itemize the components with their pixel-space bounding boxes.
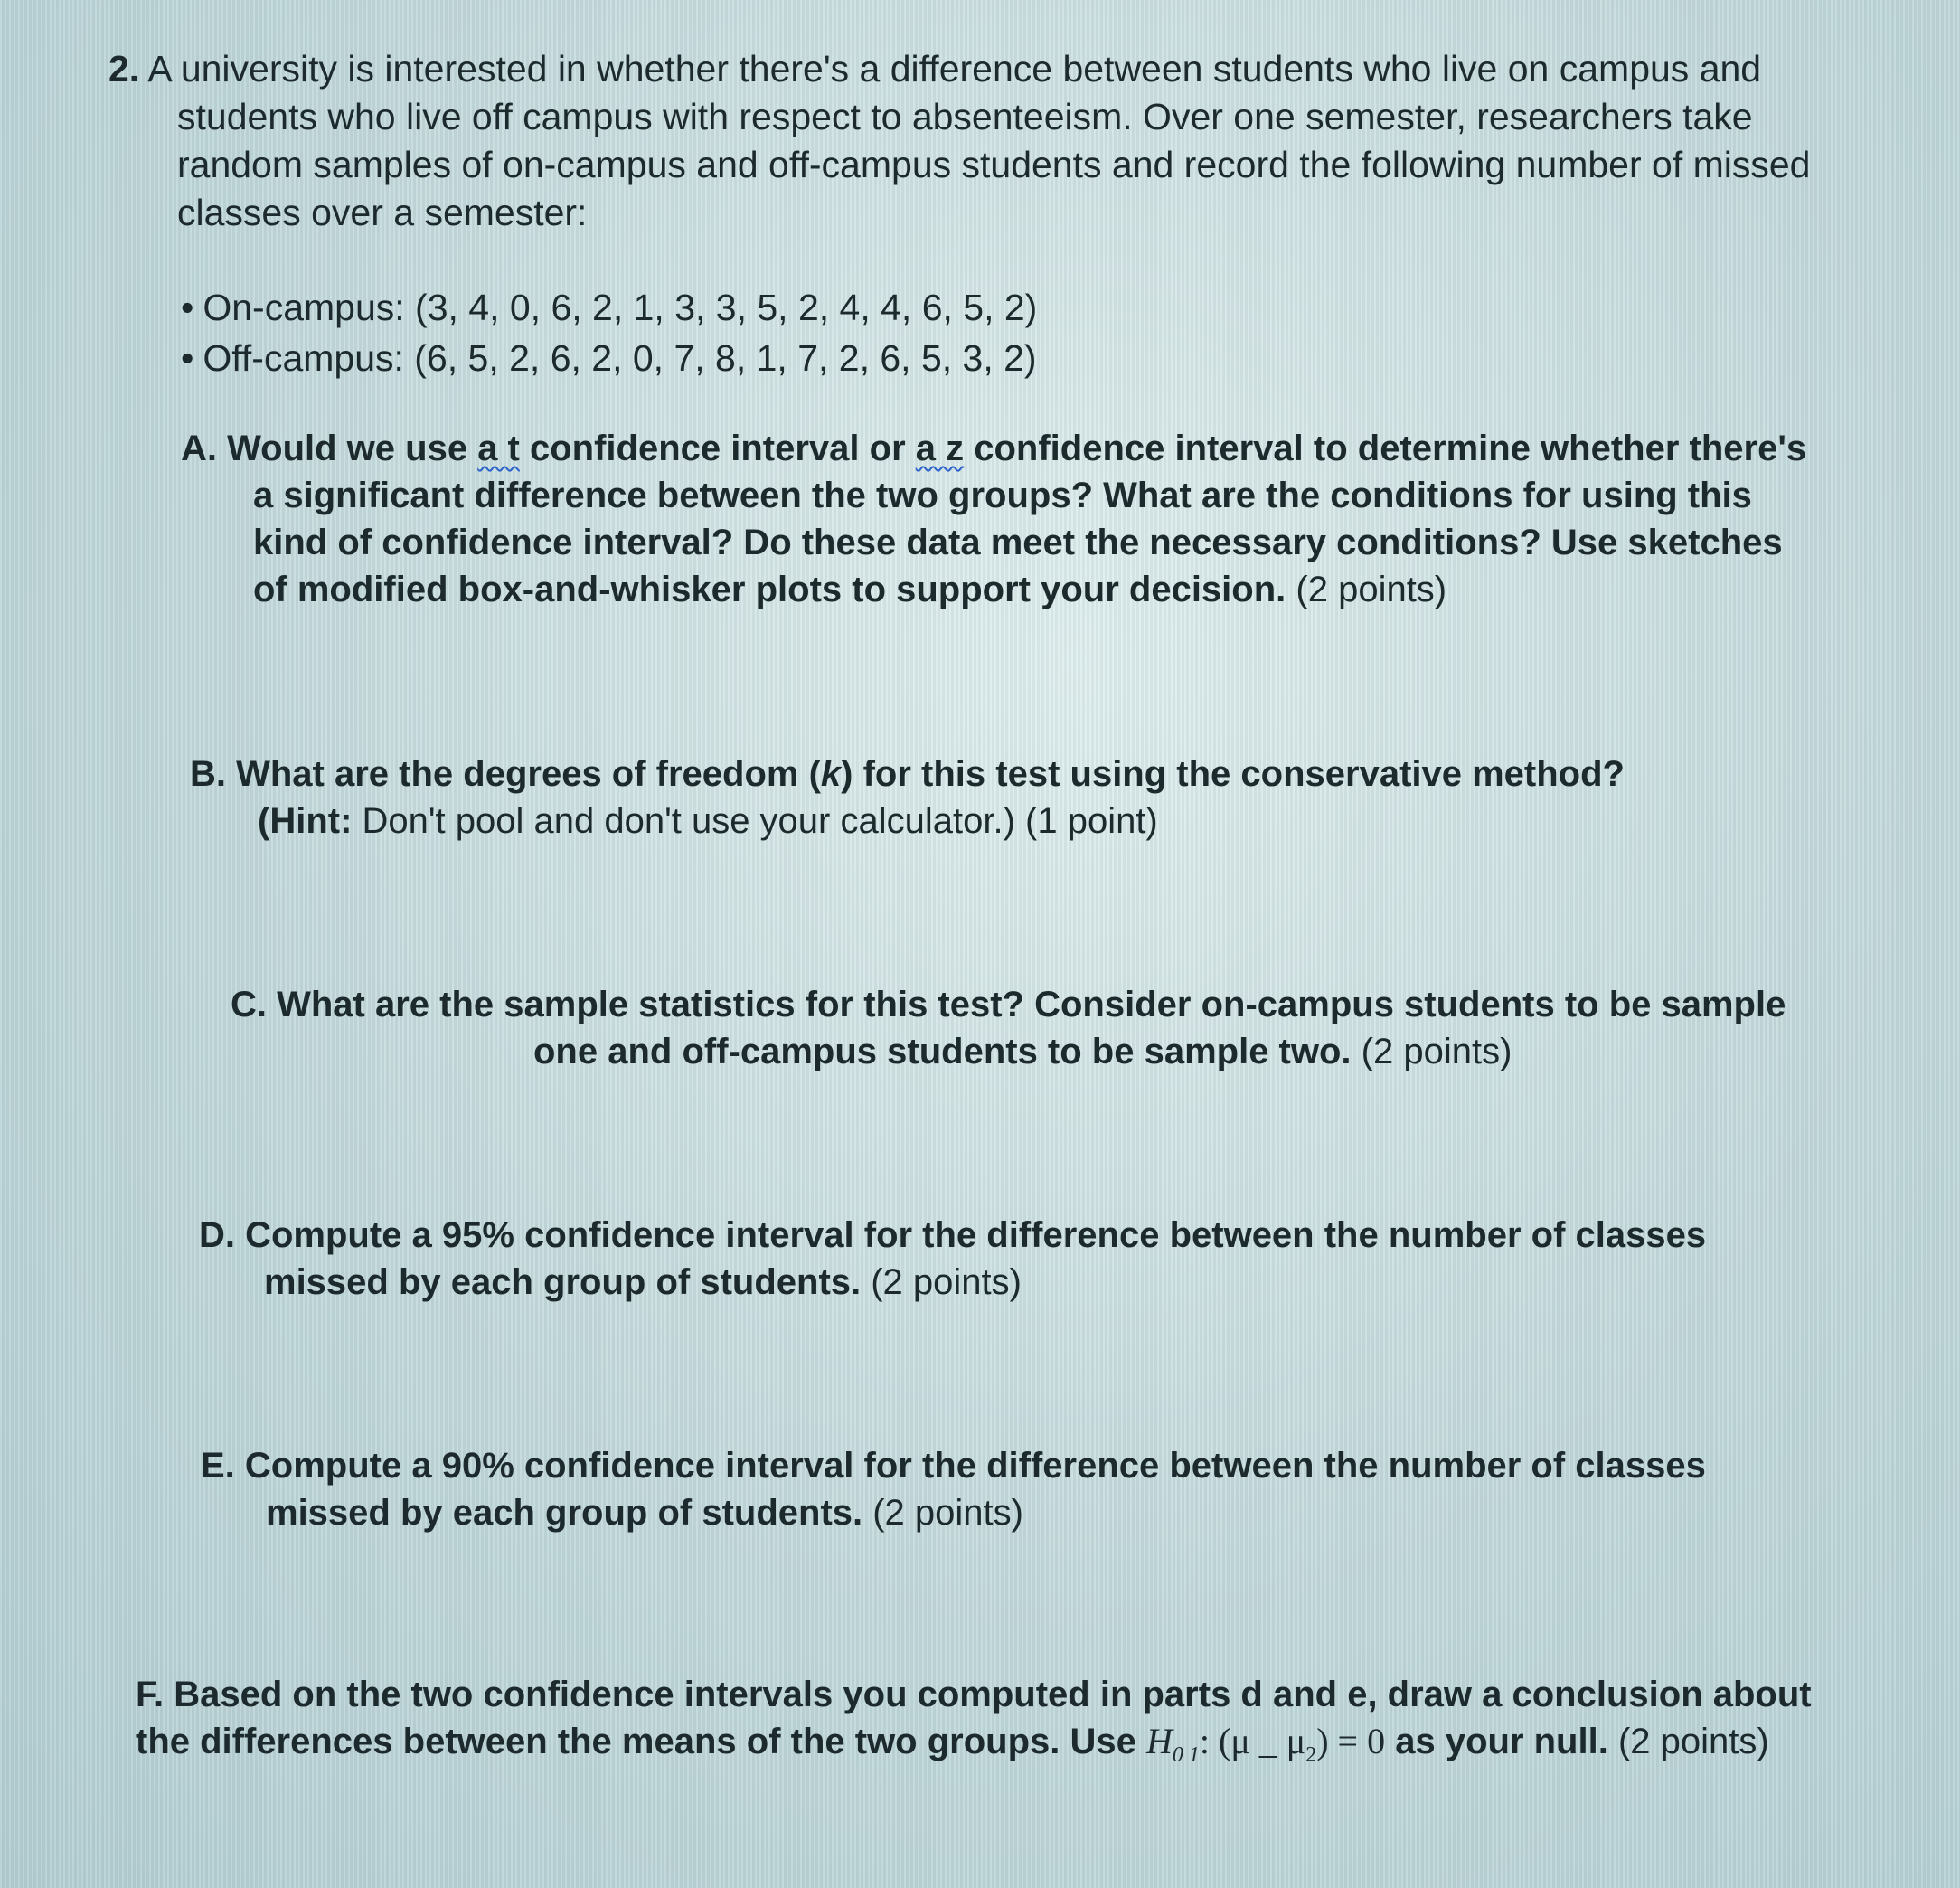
part-b-line-1: B. What are the degrees of freedom (k) for this test using the conservative method? xyxy=(190,754,1625,794)
part-f xyxy=(137,1671,1855,1779)
question-number: 2. xyxy=(108,48,140,90)
question-line-4: classes over a semester: xyxy=(177,192,588,233)
part-e xyxy=(201,1442,1918,1536)
part-a-line-4: of modified box-and-whisker plots to support your decision. (2 points) xyxy=(253,570,1447,609)
null-hypothesis-expr: : (μ _ $\mu_2) = 0$ xyxy=(1199,1721,1386,1767)
part-c xyxy=(231,981,1948,1075)
part-b xyxy=(190,750,1908,845)
part-d-line-1: D. Compute a 95% confidence interval for the difference between the number of classes xyxy=(199,1215,1707,1255)
question-line-1: 2. A university is interested in whether there's a difference between students who live on campus and xyxy=(108,48,1762,90)
part-c-line-1: C. What are the sample statistics for this test? Consider on-campus students to be sample xyxy=(231,985,1786,1024)
question-stem xyxy=(108,45,1826,237)
part-d xyxy=(199,1212,1917,1306)
part-a-line-1: A. Would we use a t confidence interval or a z confidence interval to determine whether there's xyxy=(181,429,1807,468)
part-f-line-1: F. Based on the two confidence intervals you computed in parts d and e, draw a conclusion about xyxy=(136,1675,1812,1714)
question-line-2: students who live off campus with respect to absenteeism. Over one semester, researchers take xyxy=(177,96,1753,137)
part-e-line-2: missed by each group of students. (2 points) xyxy=(266,1493,1023,1533)
off-campus-data: • Off-campus: (6, 5, 2, 6, 2, 0, 7, 8, 1, 7, 2, 6, 5, 3, 2) xyxy=(181,333,1037,383)
a-t-term: a t xyxy=(477,429,520,468)
on-campus-data: • On-campus: (3, 4, 0, 6, 2, 1, 3, 3, 5, 2, 4, 4, 6, 5, 2) xyxy=(181,282,1037,333)
part-f-line-2: the differences between the means of the two groups. Use $H_{0 1}$: (μ _ $\mu_2) = 0$ as your null. (2 points) xyxy=(136,1721,1769,1767)
part-b-hint: (Hint: Don't pool and don't use your calculator.) (1 point) xyxy=(258,801,1158,841)
part-c-line-2: one and off-campus students to be sample two. (2 points) xyxy=(533,1032,1512,1071)
part-a-points: (2 points) xyxy=(1296,570,1447,609)
part-a xyxy=(181,425,1899,613)
part-c-points: (2 points) xyxy=(1361,1032,1512,1071)
question-line-3: random samples of on-campus and off-campus students and record the following number of missed xyxy=(177,144,1811,185)
part-e-points: (2 points) xyxy=(872,1493,1023,1533)
a-z-term: a z xyxy=(915,429,965,468)
part-a-line-3: kind of confidence interval? Do these data meet the necessary conditions? Use sketches xyxy=(253,523,1783,562)
part-f-points: (2 points) xyxy=(1617,1722,1769,1761)
null-hypothesis-h: $H_{0 1}$ xyxy=(1146,1721,1200,1767)
part-a-line-2: a significant difference between the two groups? What are the conditions for using this xyxy=(253,476,1752,515)
data-list xyxy=(181,282,1037,383)
part-d-points: (2 points) xyxy=(871,1262,1022,1302)
part-d-line-2: missed by each group of students. (2 points) xyxy=(264,1262,1022,1302)
part-e-line-1: E. Compute a 90% confidence interval for the difference between the number of classes xyxy=(201,1446,1706,1486)
